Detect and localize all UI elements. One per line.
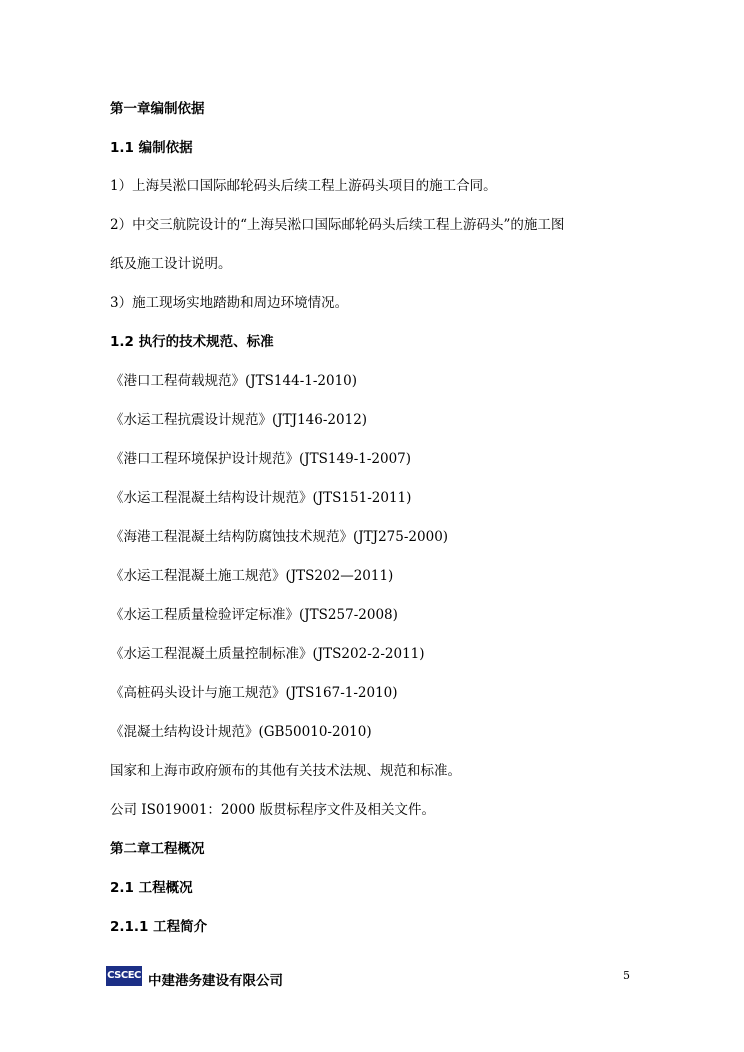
standard-item: 《水运工程混凝土质量控制标准》(JTS202-2-2011) [110,646,425,662]
footer-company-name: 中建港务建设有限公司 [148,973,283,989]
standard-item: 《水运工程混凝土结构设计规范》(JTS151-2011) [110,490,412,506]
section-1-1-heading: 1.1 编制依据 [110,140,193,156]
section-1-2-heading: 1.2 执行的技术规范、标准 [110,334,274,350]
paragraph: 1）上海吴淞口国际邮轮码头后续工程上游码头项目的施工合同。 [110,178,497,194]
standard-item: 《混凝土结构设计规范》(GB50010-2010) [110,724,372,740]
paragraph: 国家和上海市政府颁布的其他有关技术法规、规范和标准。 [110,763,461,779]
section-2-1-1-heading: 2.1.1 工程简介 [110,919,208,935]
standard-item: 《港口工程荷载规范》(JTS144-1-2010) [110,373,358,389]
company-logo: CSCEC [106,966,142,986]
page-number: 5 [623,969,630,982]
standard-item: 《水运工程质量检验评定标准》(JTS257-2008) [110,607,398,623]
standard-item: 《水运工程抗震设计规范》(JTJ146-2012) [110,412,368,428]
paragraph: 纸及施工设计说明。 [110,256,232,272]
paragraph: 3）施工现场实地踏勘和周边环境情况。 [110,295,349,311]
standard-item: 《水运工程混凝土施工规范》(JTS202—2011) [110,568,394,584]
chapter-2-heading: 第二章工程概况 [110,841,205,857]
standard-item: 《海港工程混凝土结构防腐蚀技术规范》(JTJ275-2000) [110,529,449,545]
standard-item: 《高桩码头设计与施工规范》(JTS167-1-2010) [110,685,398,701]
standard-item: 《港口工程环境保护设计规范》(JTS149-1-2007) [110,451,412,467]
chapter-1-heading: 第一章编制依据 [110,101,205,117]
paragraph: 公司 IS019001：2000 版贯标程序文件及相关文件。 [110,802,436,818]
paragraph: 2）中交三航院设计的“上海吴淞口国际邮轮码头后续工程上游码头”的施工图 [110,217,565,233]
section-2-1-heading: 2.1 工程概况 [110,880,193,896]
